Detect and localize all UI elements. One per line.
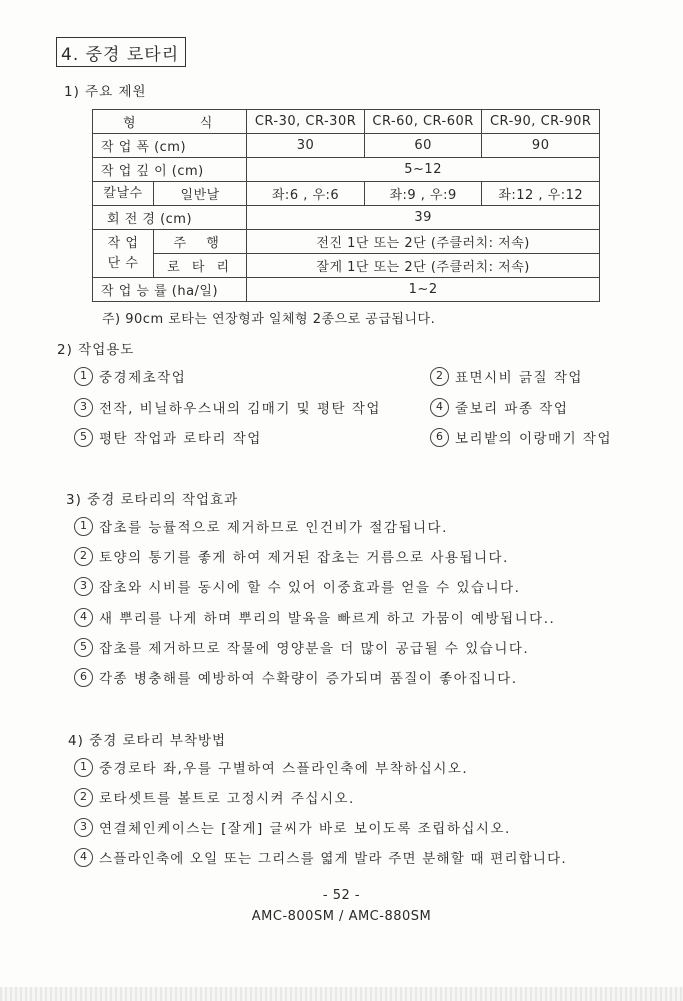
list-item [430,397,568,417]
item-text: 잡초와 시비를 동시에 할 수 있어 이중효과를 얻을 수 있습니다. [99,580,521,596]
table-header-cell: CR-60, CR-60R [364,110,482,134]
list-item [74,787,355,807]
table-cell: 잘게 1단 또는 2단 (주클러치: 저속) [247,254,600,278]
item-text: 잡초를 제거하므로 작물에 영양분을 더 많이 공급될 수 있습니다. [99,641,530,657]
list-item [74,607,555,627]
item-number: 3 [74,818,93,837]
table-header-cell: CR-90, CR-90R [482,110,600,134]
table-header-cell: 형 식 [93,110,247,134]
table-cell: 5~12 [247,158,600,182]
item-text: 새 뿌리를 나게 하며 뿌리의 발육을 빠르게 하고 가뭄이 예방됩니다.. [99,611,556,627]
list-item [74,667,518,687]
item-number: 2 [74,547,93,566]
page-number: - 52 - [322,888,361,903]
effects-heading: 3) 중경 로타리의 작업효과 [66,492,239,508]
item-text: 중경제초작업 [99,370,187,386]
item-text: 스플라인축에 오일 또는 그리스를 엷게 발라 주면 분해할 때 편리합니다. [99,851,567,867]
item-text: 평탄 작업과 로타리 작업 [99,431,262,447]
table-cell: 90 [482,134,600,158]
list-item [74,757,468,777]
table-note: 주) 90cm 로타는 연장형과 일체형 2종으로 공급됩니다. [102,312,436,327]
table-row [93,158,600,182]
list-item [74,427,262,447]
table-cell: 좌:9 , 우:9 [364,182,482,206]
item-text: 줄보리 파종 작업 [455,401,569,417]
list-item [430,366,583,386]
row-label: 일반날 [154,182,247,206]
item-text: 토양의 통기를 좋게 하여 제거된 잡초는 거름으로 사용됩니다. [99,550,509,566]
item-text: 표면시비 긁질 작업 [455,370,583,386]
table-row [93,182,600,206]
item-number: 3 [74,577,93,596]
item-number: 4 [74,608,93,627]
table-cell: 1~2 [247,278,600,302]
item-number: 5 [74,638,93,657]
item-text: 보리밭의 이랑매기 작업 [455,431,612,447]
item-number: 6 [430,428,449,447]
row-label: 로 타 리 [154,254,247,278]
table-header-cell: CR-30, CR-30R [247,110,365,134]
scan-edge [0,987,683,1001]
list-item [74,546,509,566]
list-item [74,397,381,417]
item-number: 2 [74,788,93,807]
item-number: 6 [74,668,93,687]
table-cell: 좌:6 , 우:6 [247,182,365,206]
table-row [93,254,600,278]
list-item [74,576,520,596]
row-label: 작 업 폭 (cm) [93,134,247,158]
list-item [430,427,612,447]
item-text: 각종 병충해를 예방하여 수확량이 증가되며 품질이 좋아집니다. [99,671,518,687]
row-label: 작 업 능 률 (ha/일) [93,278,247,302]
table-header-row [93,110,600,134]
item-number: 4 [74,848,93,867]
usage-heading: 2) 작업용도 [57,342,135,358]
item-number: 1 [74,517,93,536]
table-cell: 좌:12 , 우:12 [482,182,600,206]
table-cell: 30 [247,134,365,158]
item-text: 중경로타 좌,우를 구별하여 스플라인축에 부착하십시오. [99,761,469,777]
model-name: AMC-800SM / AMC-880SM [251,909,432,924]
item-text: 전작, 비닐하우스내의 김매기 및 평탄 작업 [99,401,381,417]
item-text: 잡초를 능률적으로 제거하므로 인건비가 절감됩니다. [99,520,448,536]
item-text: 로타셋트를 볼트로 고정시켜 주십시오. [99,791,355,807]
table-row [93,206,600,230]
table-cell: 전진 1단 또는 2단 (주클러치: 저속) [247,230,600,254]
table-row [93,230,600,254]
item-number: 3 [74,398,93,417]
item-number: 1 [74,758,93,777]
list-item [74,516,448,536]
item-number: 5 [74,428,93,447]
item-number: 1 [74,367,93,386]
mounting-heading: 4) 중경 로타리 부착방법 [68,733,227,749]
list-item [74,817,511,837]
row-label: 주 행 [154,230,247,254]
list-item [74,637,529,657]
row-label: 작 업 깊 이 (cm) [93,158,247,182]
table-row [93,134,600,158]
spec-table [92,109,600,302]
row-label: 회 전 경 (cm) [93,206,247,230]
table-cell: 60 [364,134,482,158]
item-number: 2 [430,367,449,386]
list-item [74,366,186,386]
table-cell: 39 [247,206,600,230]
list-item [74,847,567,867]
spec-heading: 1) 주요 제원 [64,84,147,100]
item-text: 연결체인케이스는 [잘게] 글씨가 바로 보이도록 조립하십시오. [99,821,511,837]
row-label: 칼날수 [93,182,154,206]
table-row [93,278,600,302]
row-label: 작 업 단 수 [93,230,154,278]
item-number: 4 [430,398,449,417]
section-title: 4. 중경 로타리 [56,37,186,67]
